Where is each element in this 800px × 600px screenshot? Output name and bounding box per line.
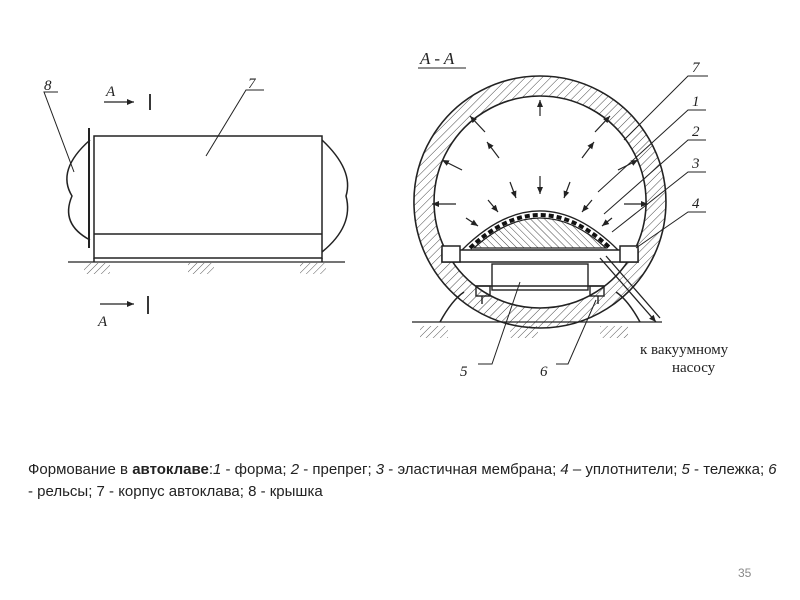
label-7-right: 7 xyxy=(692,60,700,76)
section-label-top: A xyxy=(106,84,116,100)
page-number: 35 xyxy=(738,566,752,580)
label-2: 2 xyxy=(692,124,700,140)
form-assembly xyxy=(462,211,618,250)
caption-num: 2 xyxy=(290,461,300,478)
autoclave-body-side xyxy=(94,136,322,258)
section-arrow-bottom xyxy=(100,296,148,314)
section-label-bottom: A xyxy=(98,314,108,330)
label-7-left: 7 xyxy=(248,76,256,92)
caption-part: : xyxy=(208,461,213,478)
lid-left xyxy=(67,140,90,240)
caption-part: – уплотнители; xyxy=(568,461,682,478)
caption-part: - препрег; xyxy=(299,461,376,478)
ground-hatch-right xyxy=(420,326,628,338)
side-view xyxy=(67,128,348,262)
caption-num: 6 xyxy=(768,461,777,478)
caption-part: Формование в xyxy=(28,461,133,478)
caption-num: 3 xyxy=(375,461,385,478)
figure-caption xyxy=(28,459,778,503)
leaders-left xyxy=(44,90,264,172)
label-1: 1 xyxy=(692,94,700,110)
label-3: 3 xyxy=(692,156,700,172)
label-6: 6 xyxy=(540,364,548,380)
caption-num: 5 xyxy=(681,461,690,478)
section-title: A - A xyxy=(420,49,455,68)
vacuum-label-line2: насосу xyxy=(672,360,716,376)
vacuum-label-line1: к вакуумному xyxy=(640,342,729,358)
form xyxy=(474,218,606,248)
ground-hatch-left xyxy=(84,263,326,274)
caption-keyword: автоклаве xyxy=(132,461,209,478)
caption-num: 4 xyxy=(560,461,569,478)
label-5: 5 xyxy=(460,364,468,380)
caption-part: - эластичная мембрана; xyxy=(384,461,561,478)
caption-num: 1 xyxy=(212,461,222,478)
caption-part: - тележка; xyxy=(689,461,769,478)
label-8: 8 xyxy=(44,78,52,94)
caption-part: - рельсы; 7 - корпус автоклава; 8 - крышка xyxy=(28,483,323,500)
caption-part: - форма; xyxy=(221,461,291,478)
lid-right xyxy=(322,140,348,252)
label-4: 4 xyxy=(692,196,700,212)
